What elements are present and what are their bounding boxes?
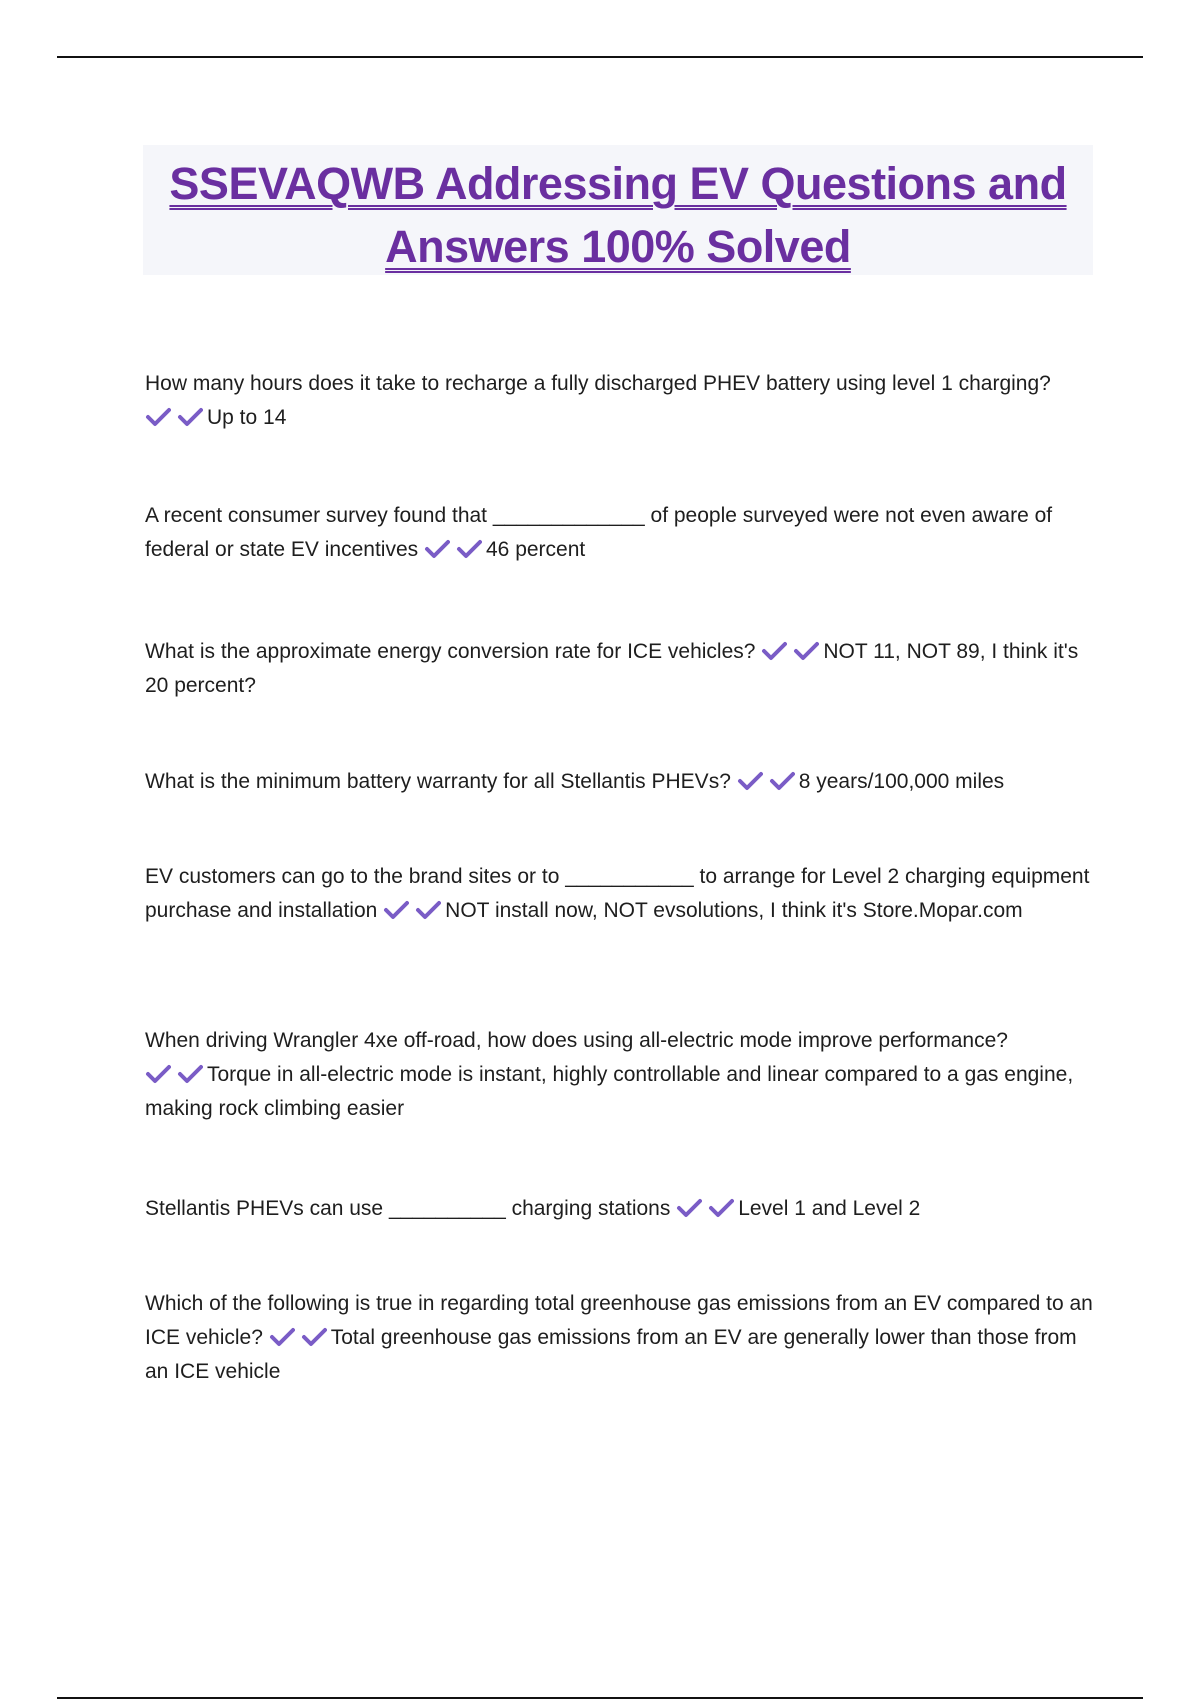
bottom-rule	[57, 1697, 1143, 1699]
question-text: Which of the following is true in regarding total greenhouse gas emissions from an EV compared to an ICE vehicle?	[145, 1292, 1093, 1349]
check-icon	[269, 1327, 295, 1347]
answer-text: 46 percent	[486, 538, 586, 561]
title-banner	[143, 145, 1093, 275]
answer-text: Total greenhouse gas emissions from an EV are generally lower than those from an ICE vehicle	[145, 1326, 1077, 1383]
check-icon	[383, 900, 409, 920]
answer-text: NOT 11, NOT 89, I think it's 20 percent?	[145, 640, 1079, 697]
check-icon	[769, 771, 795, 791]
check-icon	[301, 1327, 327, 1347]
check-icon	[415, 900, 441, 920]
top-rule	[57, 56, 1143, 58]
question-text: What is the minimum battery warranty for all Stellantis PHEVs?	[145, 770, 731, 793]
check-icon	[708, 1198, 734, 1218]
document-title-line-1: SSEVAQWB Addressing EV Questions and	[169, 158, 1067, 209]
check-icon	[424, 539, 450, 559]
answer-text: Up to 14	[207, 406, 287, 429]
check-icon	[145, 407, 171, 427]
qa-item-3	[145, 635, 1095, 703]
answer-text: Torque in all-electric mode is instant, highly controllable and linear compared to a gas engine, making rock climbing easier	[145, 1063, 1074, 1120]
check-icon	[761, 641, 787, 661]
check-icon	[145, 1064, 171, 1084]
qa-item-8	[145, 1287, 1095, 1389]
qa-item-6	[145, 1024, 1095, 1126]
check-icon	[676, 1198, 702, 1218]
qa-item-2	[145, 499, 1095, 567]
answer-text: 8 years/100,000 miles	[798, 770, 1005, 793]
answer-text: Level 1 and Level 2	[738, 1197, 921, 1220]
qa-item-5	[145, 860, 1095, 928]
question-text: EV customers can go to the brand sites or to ___________ to arrange for Level 2 charging equipment purchase and installation	[145, 865, 1090, 922]
document-title-line-2: Answers 100% Solved	[385, 221, 851, 272]
qa-item-1	[145, 367, 1095, 435]
question-text: How many hours does it take to recharge a fully discharged PHEV battery using level 1 charging?	[145, 372, 1051, 395]
question-text: Stellantis PHEVs can use __________ charging stations	[145, 1197, 671, 1220]
question-text: A recent consumer survey found that _____________ of people surveyed were not even aware of federal or state EV incentives	[145, 504, 1053, 561]
qa-item-7	[145, 1192, 1095, 1226]
check-icon	[177, 407, 203, 427]
question-text: What is the approximate energy conversion rate for ICE vehicles?	[145, 640, 756, 663]
qa-item-4	[145, 765, 1095, 799]
answer-text: NOT install now, NOT evsolutions, I think it's Store.Mopar.com	[445, 899, 1023, 922]
question-text: When driving Wrangler 4xe off-road, how does using all-electric mode improve performance?	[145, 1029, 1008, 1052]
check-icon	[456, 539, 482, 559]
check-icon	[177, 1064, 203, 1084]
check-icon	[737, 771, 763, 791]
check-icon	[793, 641, 819, 661]
